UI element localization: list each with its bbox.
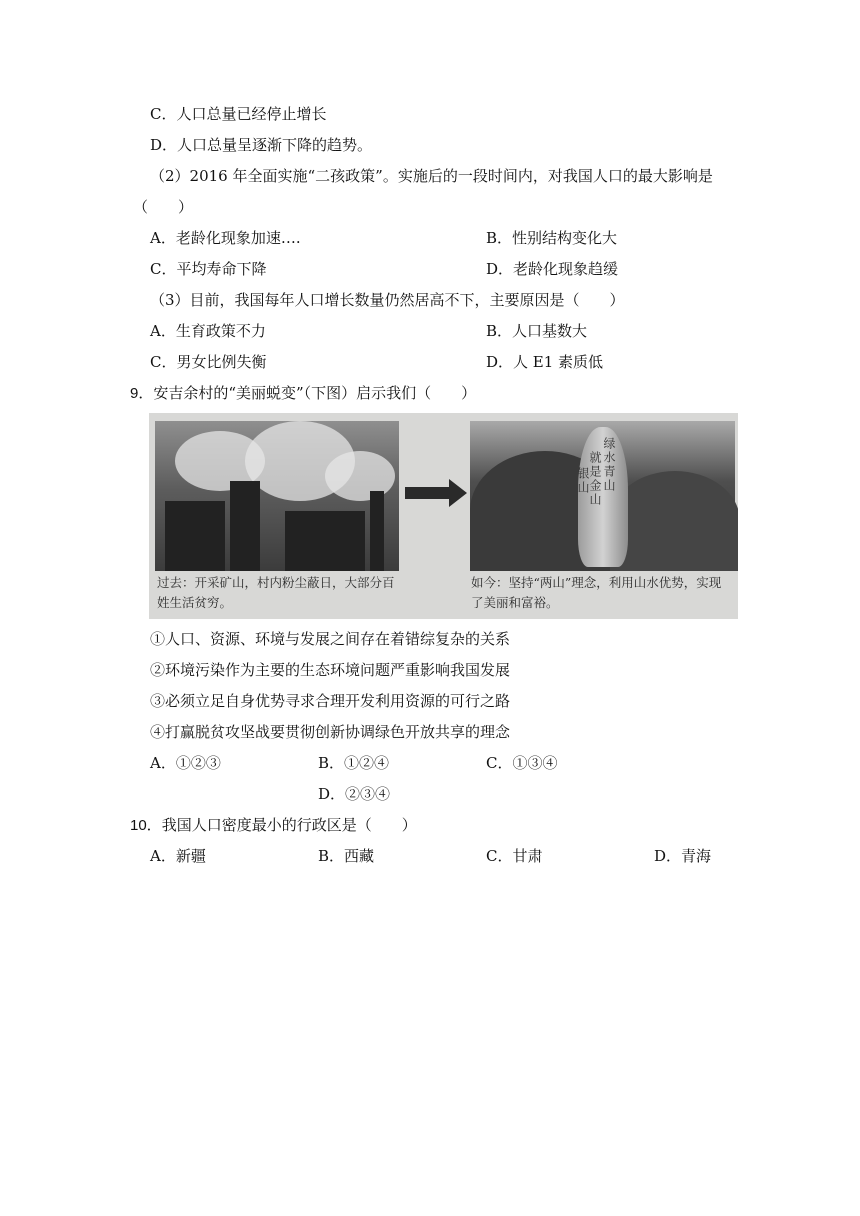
present-landscape-photo xyxy=(470,421,735,571)
q8-sub3-stem: （3）目前，我国每年人口增长数量仍然居高不下，主要原因是（ ） xyxy=(150,291,625,309)
q8-sub2-option-a: A．老龄化现象加速…. xyxy=(150,229,301,247)
q10-option-a: A．新疆 xyxy=(150,847,206,865)
q9-option-b: B．①②④ xyxy=(318,754,390,772)
q9-stem: 安吉余村的“美丽蜕变”（下图）启示我们（ ） xyxy=(153,384,477,402)
q8-option-d: D．人口总量呈逐渐下降的趋势。 xyxy=(150,136,373,154)
q8-sub3-option-b: B．人口基数大 xyxy=(486,322,588,340)
q8-sub2-option-b: B．性别结构变化大 xyxy=(486,229,618,247)
q9-item-1: ①人口、资源、环境与发展之间存在着错综复杂的关系 xyxy=(150,630,511,648)
q9-option-a: A．①②③ xyxy=(150,754,221,772)
past-mining-photo xyxy=(155,421,399,571)
q9-stem-line xyxy=(130,383,476,404)
arrow-head-icon xyxy=(449,479,467,507)
q9-item-4: ④打赢脱贫攻坚战要贯彻创新协调绿色开放共享的理念 xyxy=(150,723,511,741)
stone-text-3: 银山 xyxy=(576,467,590,495)
stone-text-1: 绿水青山 xyxy=(602,437,616,493)
stone-text-2: 就是金山 xyxy=(588,451,602,507)
present-caption: 如今：坚持“两山”理念，利用山水优势，实现了美丽和富裕。 xyxy=(471,575,722,610)
q9-item-2: ②环境污染作为主要的生态环境问题严重影响我国发展 xyxy=(150,661,511,679)
q10-stem-line xyxy=(130,815,417,836)
q8-option-c: C．人口总量已经停止增长 xyxy=(150,105,327,123)
q10-option-b: B．西藏 xyxy=(318,847,375,865)
q8-sub2-option-c: C．平均寿命下降 xyxy=(150,260,267,278)
q8-sub3-option-a: A．生育政策不力 xyxy=(150,322,266,340)
q10-stem: 我国人口密度最小的行政区是（ ） xyxy=(161,816,417,834)
q10-option-d: D．青海 xyxy=(654,847,712,865)
q9-option-d: D．②③④ xyxy=(318,785,391,803)
q8-sub3-option-c: C．男女比例失衡 xyxy=(150,353,267,371)
q8-sub2-stem-bracket: （ ） xyxy=(133,198,194,216)
q9-item-3: ③必须立足自身优势寻求合理开发利用资源的可行之路 xyxy=(150,692,511,710)
q9-number: 9． xyxy=(130,385,154,402)
q10-option-c: C．甘肃 xyxy=(486,847,543,865)
past-caption: 过去：开采矿山，村内粉尘蔽日，大部分百姓生活贫穷。 xyxy=(157,575,395,610)
q8-sub2-stem: （2）2016 年全面实施“二孩政策”。实施后的一段时间内，对我国人口的最大影响是 xyxy=(150,167,713,185)
q8-sub2-option-d: D．老龄化现象趋缓 xyxy=(486,260,619,278)
q8-sub3-option-d: D．人 E1 素质低 xyxy=(486,353,604,371)
monument-stone xyxy=(578,427,628,567)
q9-option-c: C．①③④ xyxy=(486,754,558,772)
q10-number: 10． xyxy=(130,817,162,834)
q9-comparison-image xyxy=(149,413,738,619)
